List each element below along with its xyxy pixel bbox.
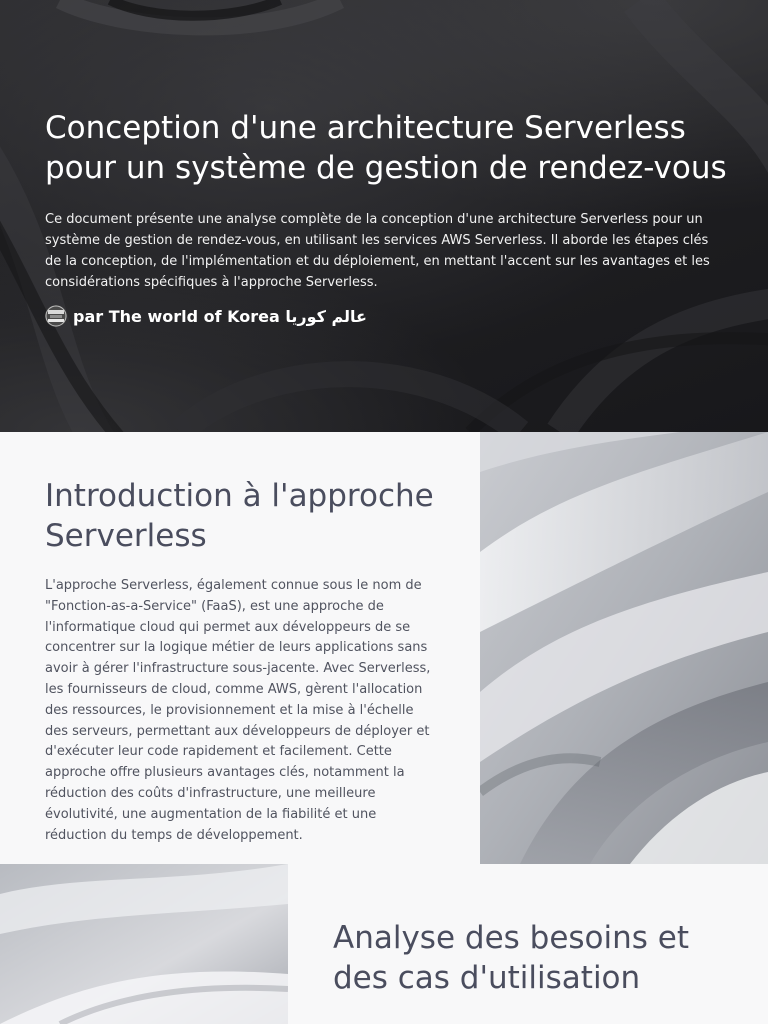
hero-section bbox=[0, 0, 768, 432]
intro-text-panel bbox=[0, 432, 480, 864]
author-name: par The world of Korea عالم كوريا bbox=[73, 306, 367, 326]
analysis-heading: Analyse des besoins et des cas d'utilisation bbox=[333, 920, 690, 996]
author-byline bbox=[45, 304, 367, 328]
intro-paragraph: L'approche Serverless, également connue sous le nom de "Fonction-as-a-Service" (FaaS), est une approche de l'informatique cloud qui permet aux développeurs de se concentrer sur la logique métier de leurs applications sans avoir à gérer l'infrastructure sous-jacente. Avec Serverless, les fournisseurs de cloud, comme AWS, gèrent l'allocation des ressources, le provisionnement et la mise à l'échelle des serveurs, permettant aux développeurs de déployer et d'exécuter leur code rapidement et facilement. Cette approche offre plusieurs avantages clés, notamment la réduction des coûts d'infrastructure, une meilleure évolutivité, une augmentation de la fiabilité et une réduction du temps de développement. bbox=[45, 578, 431, 843]
abstract-silver-waves-image bbox=[480, 432, 768, 864]
intro-section bbox=[0, 432, 768, 864]
page-title: Conception d'une architecture Serverless pour un système de gestion de rendez-vous bbox=[45, 110, 727, 186]
document-summary: Ce document présente une analyse complète de la conception d'une architecture Serverless pour un système de gestion de rendez-vous, en utilisant les services AWS Serverless. Il aborde les étapes clés de la conception, de l'implémentation et du déploiement, en mettant l'accent sur les avantages et les considérations spécifiques à l'approche Serverless. bbox=[45, 212, 710, 290]
analysis-text-panel bbox=[288, 864, 768, 1024]
abstract-silver-waves-image bbox=[0, 864, 288, 1024]
intro-heading: Introduction à l'approche Serverless bbox=[45, 478, 434, 554]
analysis-section bbox=[0, 864, 768, 1024]
profile-avatar-icon bbox=[45, 305, 67, 327]
